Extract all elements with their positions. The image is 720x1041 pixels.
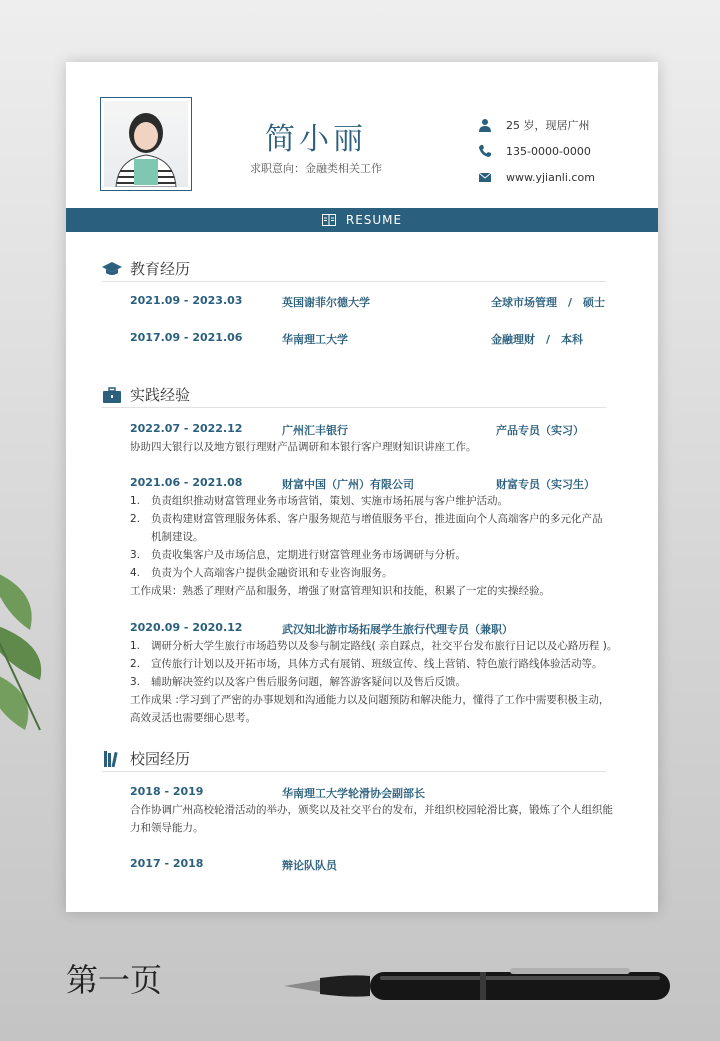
practice-org: 广州汇丰银行 (282, 424, 348, 437)
education-item (130, 294, 610, 310)
campus-role: 辩论队队员 (282, 859, 337, 872)
website-text: www.yjianli.com (506, 170, 595, 184)
bullet-number: 1. (130, 640, 141, 652)
campus-item-head (130, 857, 610, 873)
education-title-text: 教育经历 (130, 260, 191, 278)
bullet-text: 负责收集客户及市场信息，定期进行财富管理业务市场调研与分析。 (151, 549, 466, 561)
practice-bullet (130, 564, 610, 582)
bullet-number: 3. (130, 549, 141, 561)
campus-date: 2017 - 2018 (130, 857, 204, 870)
education-school: 华南理工大学 (282, 333, 348, 346)
education-date: 2021.09 - 2023.03 (130, 294, 243, 307)
bullet-text: 宣传旅行计划以及开拓市场，具体方式有展销、班级宣传、线上营销、特色旅行路线体验活动等。 (151, 658, 603, 670)
practice-date: 2020.09 - 2020.12 (130, 621, 243, 634)
campus-desc: 合作协调广州高校轮滑活动的举办，颁奖以及社交平台的发布，并组织校园轮滑比赛，锻炼了个人组织能 (130, 804, 613, 816)
practice-org: 财富中国（广州）有限公司 (282, 478, 414, 491)
practice-item-head (130, 422, 610, 438)
bullet-number: 3. (130, 676, 141, 688)
profile-photo (100, 97, 192, 191)
practice-title-text: 实践经验 (130, 386, 191, 404)
practice-role: 产品专员（实习） (496, 424, 584, 437)
resume-page (66, 62, 658, 912)
practice-item-head (130, 476, 610, 492)
bullet-number: 1. (130, 495, 141, 507)
bullet-text: 负责组织推动财富管理业务市场营销，策划、实施市场拓展与客户维护活动。 (151, 495, 508, 507)
campus-section-title (102, 748, 606, 772)
practice-bullet (130, 528, 610, 546)
practice-date: 2021.06 - 2021.08 (130, 476, 243, 489)
education-section-title (102, 258, 606, 282)
bullet-text: 辅助解决签约以及客户售后服务问题，解答游客疑问以及售后反馈。 (151, 676, 466, 688)
phone-text: 135-0000-0000 (506, 144, 591, 158)
graduation-cap-icon (102, 260, 122, 278)
practice-result: 工作成果 :学习到了严密的办事规划和沟通能力以及问题预防和解决能力，懂得了工作中需要积极主动， (130, 694, 610, 706)
age-city-text: 25 岁，现居广州 (506, 119, 590, 132)
contact-info (478, 112, 595, 190)
person-icon (478, 118, 492, 132)
practice-result: 高效灵活也需要细心思考。 (130, 712, 256, 724)
practice-item-head (130, 621, 610, 637)
banner-label: RESUME (345, 213, 403, 227)
job-intent: 求职意向：金融类相关工作 (250, 162, 382, 175)
practice-desc: 协助四大银行以及地方银行理财产品调研和本银行客户理财知识讲座工作。 (130, 441, 477, 453)
practice-org: 武汉知北游市场拓展学生旅行代理专员（兼职） (282, 623, 513, 636)
practice-bullet (130, 510, 610, 528)
contact-age-city (478, 112, 595, 138)
campus-title-text: 校园经历 (130, 750, 191, 768)
bullet-number: 4. (130, 567, 141, 579)
practice-bullet (130, 637, 618, 655)
leaf-decoration (0, 560, 60, 740)
briefcase-icon (102, 386, 122, 404)
practice-bullet (130, 492, 610, 510)
bullet-number: 2. (130, 658, 141, 670)
campus-role: 华南理工大学轮滑协会副部长 (282, 787, 425, 800)
practice-section-title (102, 384, 606, 408)
practice-bullet (130, 546, 610, 564)
education-item (130, 331, 610, 347)
bullet-text: 机制建设。 (151, 531, 204, 543)
practice-bullet (130, 673, 610, 691)
contact-phone (478, 138, 595, 164)
mail-icon (478, 170, 492, 184)
books-icon (102, 750, 122, 768)
bullet-text: 调研分析大学生旅行市场趋势以及参与制定路线( 亲自踩点，社交平台发布旅行日记以及心路历程 )。 (151, 640, 618, 652)
education-major: 全球市场管理 / 硕士 (491, 296, 606, 309)
candidate-name: 简小丽 (265, 122, 367, 157)
pen-decoration (280, 950, 680, 1020)
page-caption: 第一页 (66, 961, 163, 999)
contact-website (478, 164, 595, 190)
campus-date: 2018 - 2019 (130, 785, 204, 798)
education-school: 英国谢菲尔德大学 (282, 296, 370, 309)
book-icon (322, 214, 336, 226)
education-major: 金融理财 / 本科 (491, 333, 584, 346)
bullet-text: 负责构建财富管理服务体系、客户服务规范与增值服务平台，推进面向个人高端客户的多元化产品 (151, 513, 603, 525)
phone-icon (478, 144, 492, 158)
practice-role: 财富专员（实习生） (496, 478, 595, 491)
resume-banner (66, 208, 658, 232)
practice-result: 工作成果：熟悉了理财产品和服务，增强了财富管理知识和技能，积累了一定的实操经验。 (130, 585, 550, 597)
campus-item-head (130, 785, 610, 801)
practice-date: 2022.07 - 2022.12 (130, 422, 243, 435)
campus-desc: 力和领导能力。 (130, 822, 204, 834)
bullet-text: 负责为个人高端客户提供金融资讯和专业咨询服务。 (151, 567, 393, 579)
bullet-number: 2. (130, 513, 141, 525)
education-date: 2017.09 - 2021.06 (130, 331, 243, 344)
practice-bullet (130, 655, 610, 673)
